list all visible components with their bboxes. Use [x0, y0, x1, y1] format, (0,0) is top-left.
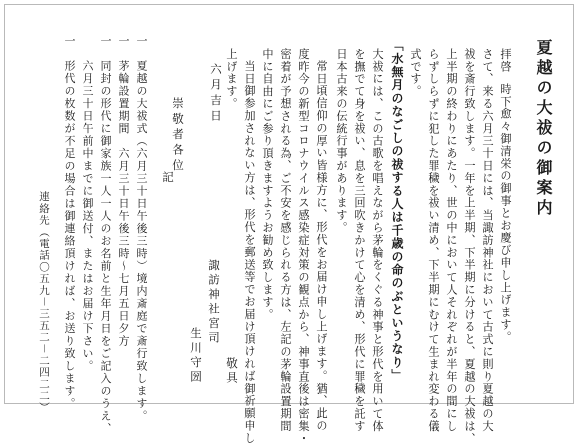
document-title: 夏越の大祓の御案内	[534, 39, 553, 219]
date-line: 六月吉日	[209, 63, 223, 125]
letter-line: さて、来る六月三十日には、当諏訪神社において古式に則り夏越の大	[481, 48, 494, 433]
letter-line: 時下愈々御清栄の御事とお慶び申し上げます。	[499, 83, 512, 344]
sender-organization: 諏訪神社宮司	[207, 259, 221, 346]
document-page	[4, 4, 574, 445]
poem-quote: 「水無月のなごしの祓する人は千歳の命のぶというなり」	[390, 39, 404, 383]
list-item: 一 茅輪設置期間 六月三十日午後三時～七月五日夕方	[117, 35, 130, 348]
list-item: 六月三十日午前中までに御送付、またはお届け下さい。	[81, 35, 94, 373]
closing-keigu: 敬具	[225, 357, 239, 386]
letter-line: 度昨今の新型コロナウイルス感染症対策の観点から、神事直後は密集・	[297, 48, 310, 445]
letter-line: 上げます。	[225, 48, 238, 110]
letter-line: 式です。	[409, 48, 422, 98]
letter-line: を撫でて身を祓い、息を三回吹きかけて心を清め、形代に罪穢を託す	[353, 48, 366, 433]
letter-line: 常日頃信仰の厚い皆様方に、形代をお届け申し上げます。猶、此の	[315, 60, 328, 432]
greeting: 拝啓	[499, 48, 512, 73]
list-item: 一 形代の枚数が不足の場合は御連絡頂ければ、お送り致します。	[63, 35, 76, 410]
letter-line: 大祓には、この古歌を唱えながら茅輪をくぐる神事と形代を用いて体	[371, 48, 384, 433]
list-item: 一 同封の形代に御家族一人一人のお名前と生年月日をご記入のうえ、	[99, 35, 112, 435]
letter-line: らずしらずに犯した罪穢を祓い清め、下半期にむけて生まれ変わる儀	[427, 48, 440, 433]
letter-line: 当日御参加されない方は、形代を郵送等でお届け頂ければ御祈願申し	[243, 60, 256, 445]
letter-line: 日本古来の伝統行事があります。	[335, 48, 348, 234]
addressee: 崇敬者各位	[171, 97, 185, 175]
letter-line: 中に自由にご参り頂きますようお勧め致します。	[261, 48, 274, 321]
ki-heading: 記	[161, 171, 175, 186]
letter-line: 上半期の終わりにあたり、世の中において人それぞれが半年の間にし	[445, 48, 458, 433]
contact-info: 連絡先（電話〇五九－三五二－二四二二）	[38, 191, 50, 414]
list-item: 一 夏越の大祓式（六月三十日午後三時）境内斎庭で斎行致します。	[135, 35, 148, 423]
letter-line: 祓を斎行致します。一年を上半期、下半期に分けると、夏越の大祓は、	[463, 48, 476, 445]
sender-name: 生川守圀	[189, 327, 203, 385]
letter-line: 密着が予想される為、ご不安を感じられる方は、左記の茅輪設置期間	[279, 48, 292, 433]
